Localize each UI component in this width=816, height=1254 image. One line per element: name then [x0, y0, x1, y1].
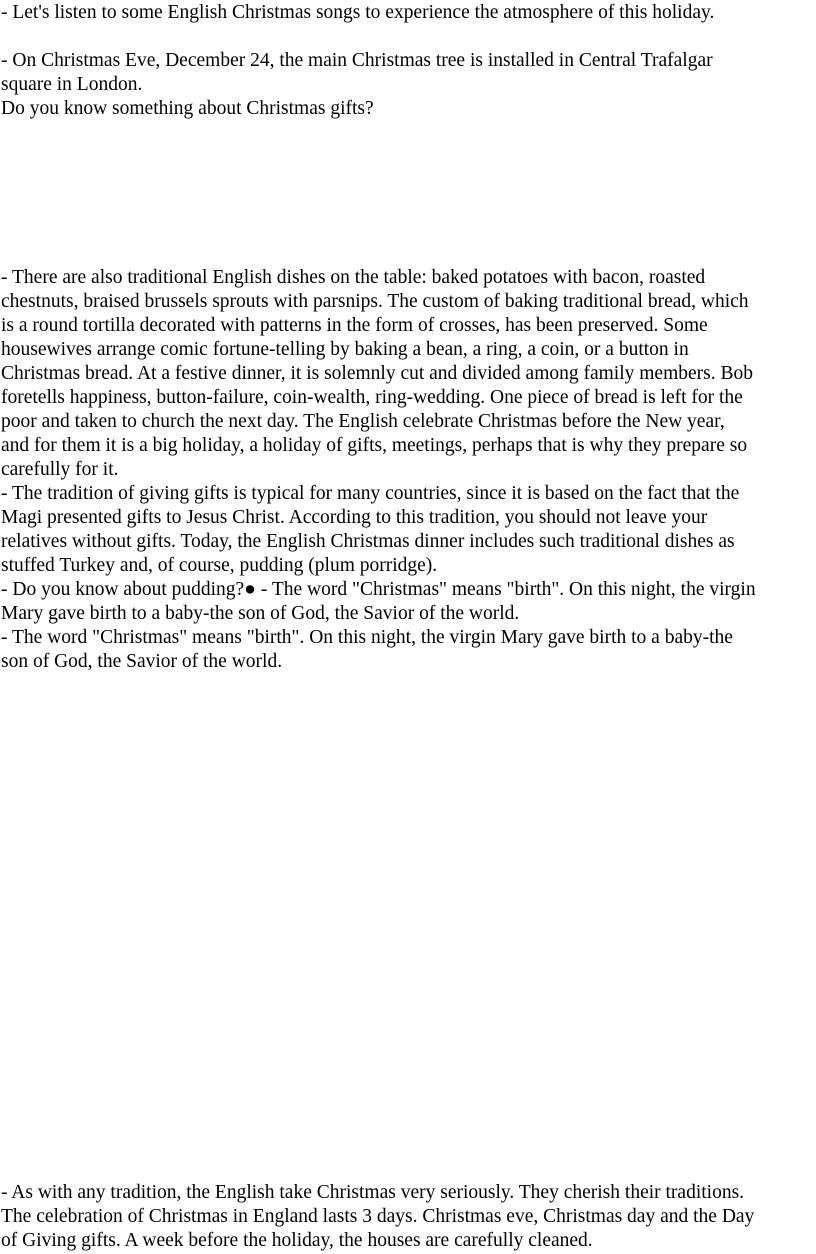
text-line: The celebration of Christmas in England lasts 3 days. Christmas eve, Christmas day and the Day [1, 1206, 755, 1227]
text-line: of Giving gifts. A week before the holiday, the houses are carefully cleaned. [1, 1230, 593, 1251]
text-line: - On Christmas Eve, December 24, the main Christmas tree is installed in Central Trafalgar [1, 50, 713, 71]
text-line: is a round tortilla decorated with patterns in the form of crosses, has been preserved. Some [1, 315, 708, 336]
text-line: - The word "Christmas" means "birth". On this night, the virgin Mary gave birth to a baby-the [1, 627, 733, 648]
text-line: Magi presented gifts to Jesus Christ. According to this tradition, you should not leave your [1, 507, 708, 528]
paragraph-celebration [1, 1181, 813, 1253]
text-line: and for them it is a big holiday, a holiday of gifts, meetings, perhaps that is why they prepare so [1, 435, 748, 456]
text-line: - Let's listen to some English Christmas songs to experience the atmosphere of this holiday. [1, 2, 715, 23]
paragraph-songs [1, 1, 813, 25]
text-line: housewives arrange comic fortune-telling by baking a bean, a ring, a coin, or a button in [1, 339, 689, 360]
text-line: carefully for it. [1, 459, 119, 480]
text-line: poor and taken to church the next day. The English celebrate Christmas before the New year, [1, 411, 725, 432]
text-line: square in London. [1, 74, 143, 95]
text-line: Do you know something about Christmas gifts? [1, 98, 374, 119]
text-line: chestnuts, braised brussels sprouts with parsnips. The custom of baking traditional bread, which [1, 291, 749, 312]
paragraph-christmas-tree [1, 49, 813, 121]
text-line: - As with any tradition, the English take Christmas very seriously. They cherish their traditions. [1, 1182, 745, 1203]
text-line: Christmas bread. At a festive dinner, it is solemnly cut and divided among family members. Bob [1, 363, 753, 384]
text-line: stuffed Turkey and, of course, pudding (plum porridge). [1, 555, 438, 576]
text-line: relatives without gifts. Today, the English Christmas dinner includes such traditional dishes as [1, 531, 735, 552]
paragraph-traditions [1, 266, 813, 674]
text-line: - Do you know about pudding?● - The word "Christmas" means "birth". On this night, the virgin [1, 579, 756, 600]
text-line: Mary gave birth to a baby-the son of God, the Savior of the world. [1, 603, 520, 624]
text-line: - The tradition of giving gifts is typical for many countries, since it is based on the fact that the [1, 483, 740, 504]
text-line: son of God, the Savior of the world. [1, 651, 283, 672]
text-line: foretells happiness, button-failure, coin-wealth, ring-wedding. One piece of bread is left for the [1, 387, 743, 408]
text-line: - There are also traditional English dishes on the table: baked potatoes with bacon, roasted [1, 267, 706, 288]
